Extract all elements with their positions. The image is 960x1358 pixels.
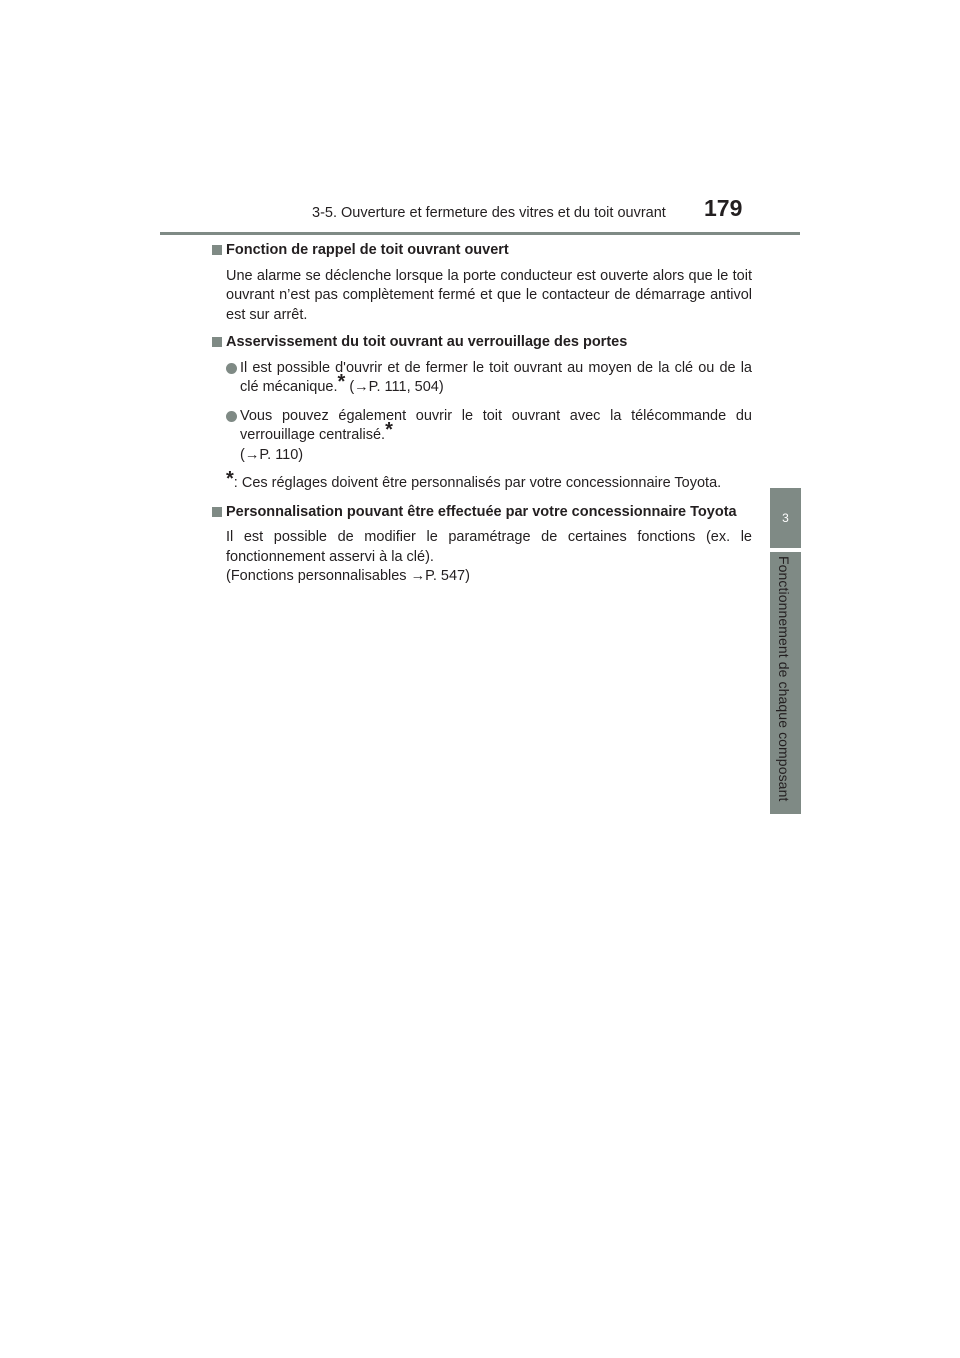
section-header-title: 3-5. Ouverture et fermeture des vitres et du toit ouvrant [312, 205, 666, 221]
section-body: Il est possible de modifier le paramétrage de certaines fonctions (ex. le fonctionnement asservi à la clé). [226, 529, 752, 565]
list-item [226, 407, 752, 466]
section-asservissement [212, 333, 752, 494]
page-number: 179 [704, 195, 743, 221]
footnote-star: * [385, 419, 393, 441]
item-text: Il est possible d'ouvrir et de fermer le toit ouvrant au moyen de la clé ou de la clé mécanique. [240, 359, 752, 395]
square-bullet-icon [212, 337, 222, 347]
round-bullet-icon [226, 363, 237, 374]
footnote [226, 468, 752, 494]
section-body: Une alarme se déclenche lorsque la porte conducteur est ouverte alors que le toit ouvrant n’est pas complètement fermé et que le contacteur de démarrage antivol est sur arrêt. [226, 267, 752, 323]
item-text: Vous pouvez également ouvrir le toit ouvrant avec la télécommande du verrouillage centralisé. [240, 407, 752, 443]
chapter-title: Fonctionnement de chaque composant [776, 556, 792, 802]
page-content [212, 241, 752, 595]
chapter-tab[interactable]: 3 [770, 488, 801, 548]
page-reference-link[interactable]: (→P. 111, 504) [345, 379, 444, 395]
section-title: Fonction de rappel de toit ouvrant ouvert [226, 242, 509, 258]
round-bullet-icon [226, 411, 237, 422]
footnote-star: * [226, 468, 234, 490]
section-rappel [212, 241, 752, 325]
square-bullet-icon [212, 245, 222, 255]
footnote-text: : Ces réglages doivent être personnalisés par votre concessionnaire Toyota. [233, 475, 722, 491]
page-reference-link[interactable]: (→P. 110) [240, 446, 304, 463]
page-reference-link[interactable]: (Fonctions personnalisables →P. 547) [226, 568, 470, 584]
section-title: Asservissement du toit ouvrant au verrouillage des portes [226, 334, 628, 350]
square-bullet-icon [212, 507, 222, 517]
footnote-star: * [337, 371, 346, 393]
list-item [226, 359, 752, 398]
section-title: Personnalisation pouvant être effectuée par votre concessionnaire Toyota [226, 503, 737, 520]
header-divider [160, 232, 800, 235]
section-personnalisation [212, 503, 752, 587]
